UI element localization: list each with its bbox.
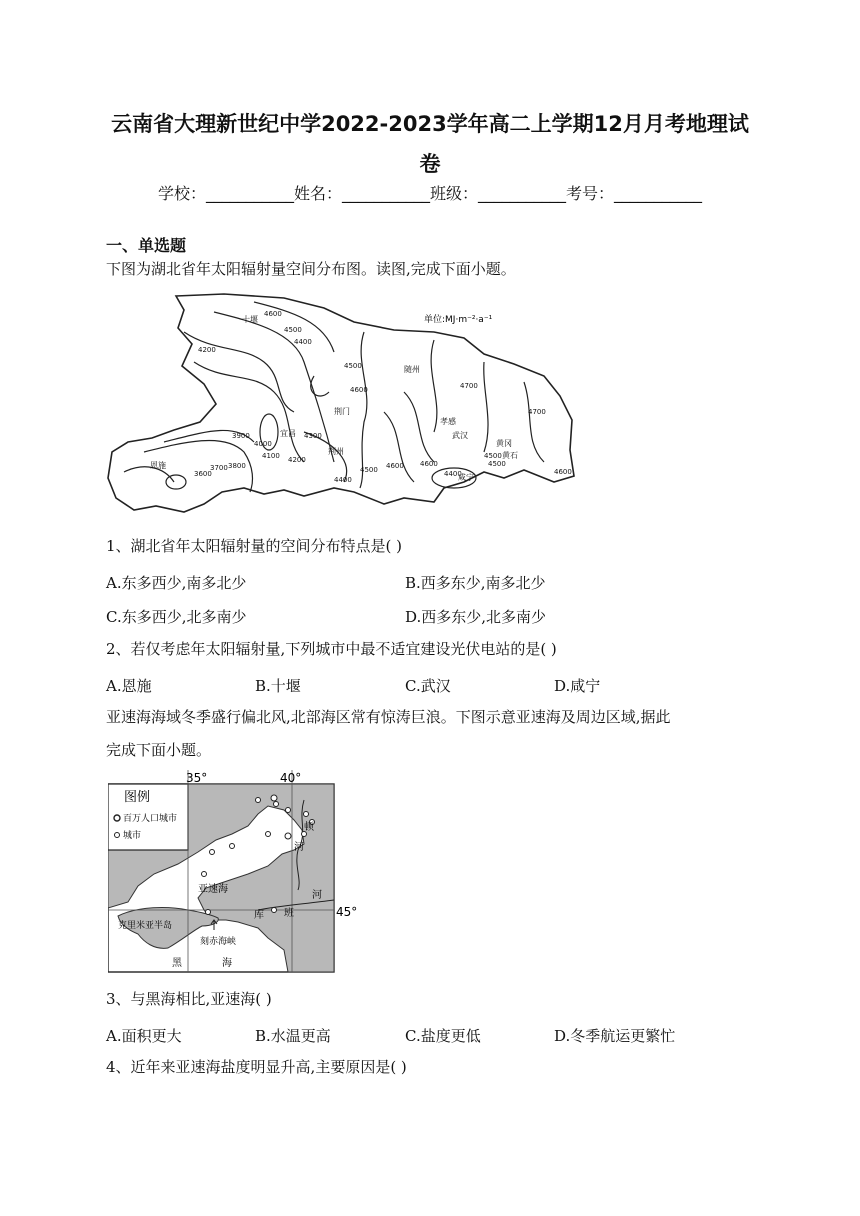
longitude-40-label: 40° xyxy=(280,771,302,785)
intro-paragraph-2-line-1: 亚速海海域冬季盛行偏北风,北部海区常有惊涛巨浪。下图示意亚速海及周边区域,据此 xyxy=(106,708,671,726)
city-enshi: 恩施 xyxy=(150,461,166,470)
intro-paragraph-2-line-2: 完成下面小题。 xyxy=(106,741,212,759)
contour-label: 3800 xyxy=(228,462,246,470)
city-huanggang: 黄冈 xyxy=(496,439,512,448)
question-4: 4、近年来亚速海盐度明显升高,主要原因是( ) xyxy=(106,1058,407,1076)
latitude-45-label: 45° xyxy=(336,905,358,919)
city-xiaogan: 孝感 xyxy=(440,417,456,426)
black-sea-label-1: 黑 xyxy=(172,958,182,969)
q2-option-d: D.咸宁 xyxy=(554,677,601,695)
contour-label: 4500 xyxy=(484,452,502,460)
title-line-2: 卷 xyxy=(419,152,441,176)
contour-label: 4400 xyxy=(334,476,352,484)
azov-sea-label: 亚速海 xyxy=(198,884,228,895)
city-suizhou: 随州 xyxy=(404,365,420,374)
contour-label: 3900 xyxy=(232,432,250,440)
q3-option-d: D.冬季航运更繁忙 xyxy=(554,1027,676,1045)
legend-big-city: 百万人口城市 xyxy=(123,814,178,824)
contour-label: 4400 xyxy=(444,470,462,478)
contour-label: 4200 xyxy=(198,346,216,354)
q3-option-a: A.面积更大 xyxy=(106,1027,182,1045)
kuban-river-label-3: 河 xyxy=(312,890,322,901)
question-3: 3、与黑海相比,亚速海( ) xyxy=(106,990,272,1008)
azov-sea-map xyxy=(108,770,364,976)
contour-label: 3700 xyxy=(210,464,228,472)
contour-label: 4200 xyxy=(288,456,306,464)
q2-option-a: A.恩施 xyxy=(106,677,152,695)
don-river-label-1: 顿 xyxy=(304,822,314,833)
map1-unit: 单位:MJ·m⁻²·a⁻¹ xyxy=(424,315,493,325)
q1-option-c: C.东多西少,北多南少 xyxy=(106,608,247,626)
q1-option-a: A.东多西少,南多北少 xyxy=(106,574,247,592)
contour-label: 4500 xyxy=(284,326,302,334)
contour-label: 4100 xyxy=(262,452,280,460)
contour-label: 4600 xyxy=(386,462,404,470)
legend-title: 图例 xyxy=(124,790,151,805)
kerch-strait-label: 刻赤海峡 xyxy=(200,937,237,947)
q1-option-d: D.西多东少,北多南少 xyxy=(405,608,547,626)
contour-label: 4400 xyxy=(294,338,312,346)
kuban-river-label-2: 班 xyxy=(284,908,294,919)
contour-label: 4600 xyxy=(350,386,368,394)
q3-option-c: C.盐度更低 xyxy=(405,1027,481,1045)
section-heading: 一、单选题 xyxy=(106,236,187,255)
contour-label: 4500 xyxy=(360,466,378,474)
contour-label: 3600 xyxy=(194,470,212,478)
contour-label: 4500 xyxy=(488,460,506,468)
contour-label: 4300 xyxy=(304,432,322,440)
contour-label: 4000 xyxy=(254,440,272,448)
document-title xyxy=(60,104,800,184)
contour-label: 4600 xyxy=(420,460,438,468)
big-city-symbol xyxy=(114,815,120,821)
city-jingzhou: 荆州 xyxy=(328,447,344,456)
intro-paragraph-1: 下图为湖北省年太阳辐射量空间分布图。读图,完成下面小题。 xyxy=(106,260,516,278)
question-1: 1、湖北省年太阳辐射量的空间分布特点是( ) xyxy=(106,537,403,555)
crimea-label: 克里米亚半岛 xyxy=(118,921,173,931)
q3-option-b: B.水温更高 xyxy=(255,1027,331,1045)
city-huangshi: 黄石 xyxy=(502,451,518,460)
city-shiyan: 十堰 xyxy=(242,315,258,324)
question-2: 2、若仅考虑年太阳辐射量,下列城市中最不适宜建设光伏电站的是( ) xyxy=(106,640,557,658)
don-river-label-2: 河 xyxy=(294,842,304,853)
city-symbol xyxy=(115,833,120,838)
q2-option-c: C.武汉 xyxy=(405,677,451,695)
city-yichang: 宜昌 xyxy=(280,429,296,438)
student-info-line: 学校：___________姓名：___________班级：___________考号：___________ xyxy=(157,184,702,203)
contour-label: 4700 xyxy=(460,382,478,390)
city-wuhan: 武汉 xyxy=(452,431,468,440)
black-sea-label-2: 海 xyxy=(222,958,232,969)
kuban-river-label-1: 库 xyxy=(254,910,264,921)
contour-label: 4600 xyxy=(264,310,282,318)
contour-label: 4600 xyxy=(554,468,572,476)
longitude-35-label: 35° xyxy=(186,771,208,785)
city-xianning: 咸宁 xyxy=(458,473,474,482)
q1-option-b: B.西多东少,南多北少 xyxy=(405,574,546,592)
title-line-1: 云南省大理新世纪中学2022-2023学年高二上学期12月月考地理试 xyxy=(111,112,749,136)
q2-option-b: B.十堰 xyxy=(255,677,301,695)
contour-label: 4500 xyxy=(344,362,362,370)
hubei-radiation-map xyxy=(104,292,576,524)
city-jingmen: 荆门 xyxy=(334,407,350,416)
legend-city: 城市 xyxy=(123,831,142,841)
contour-label: 4700 xyxy=(528,408,546,416)
